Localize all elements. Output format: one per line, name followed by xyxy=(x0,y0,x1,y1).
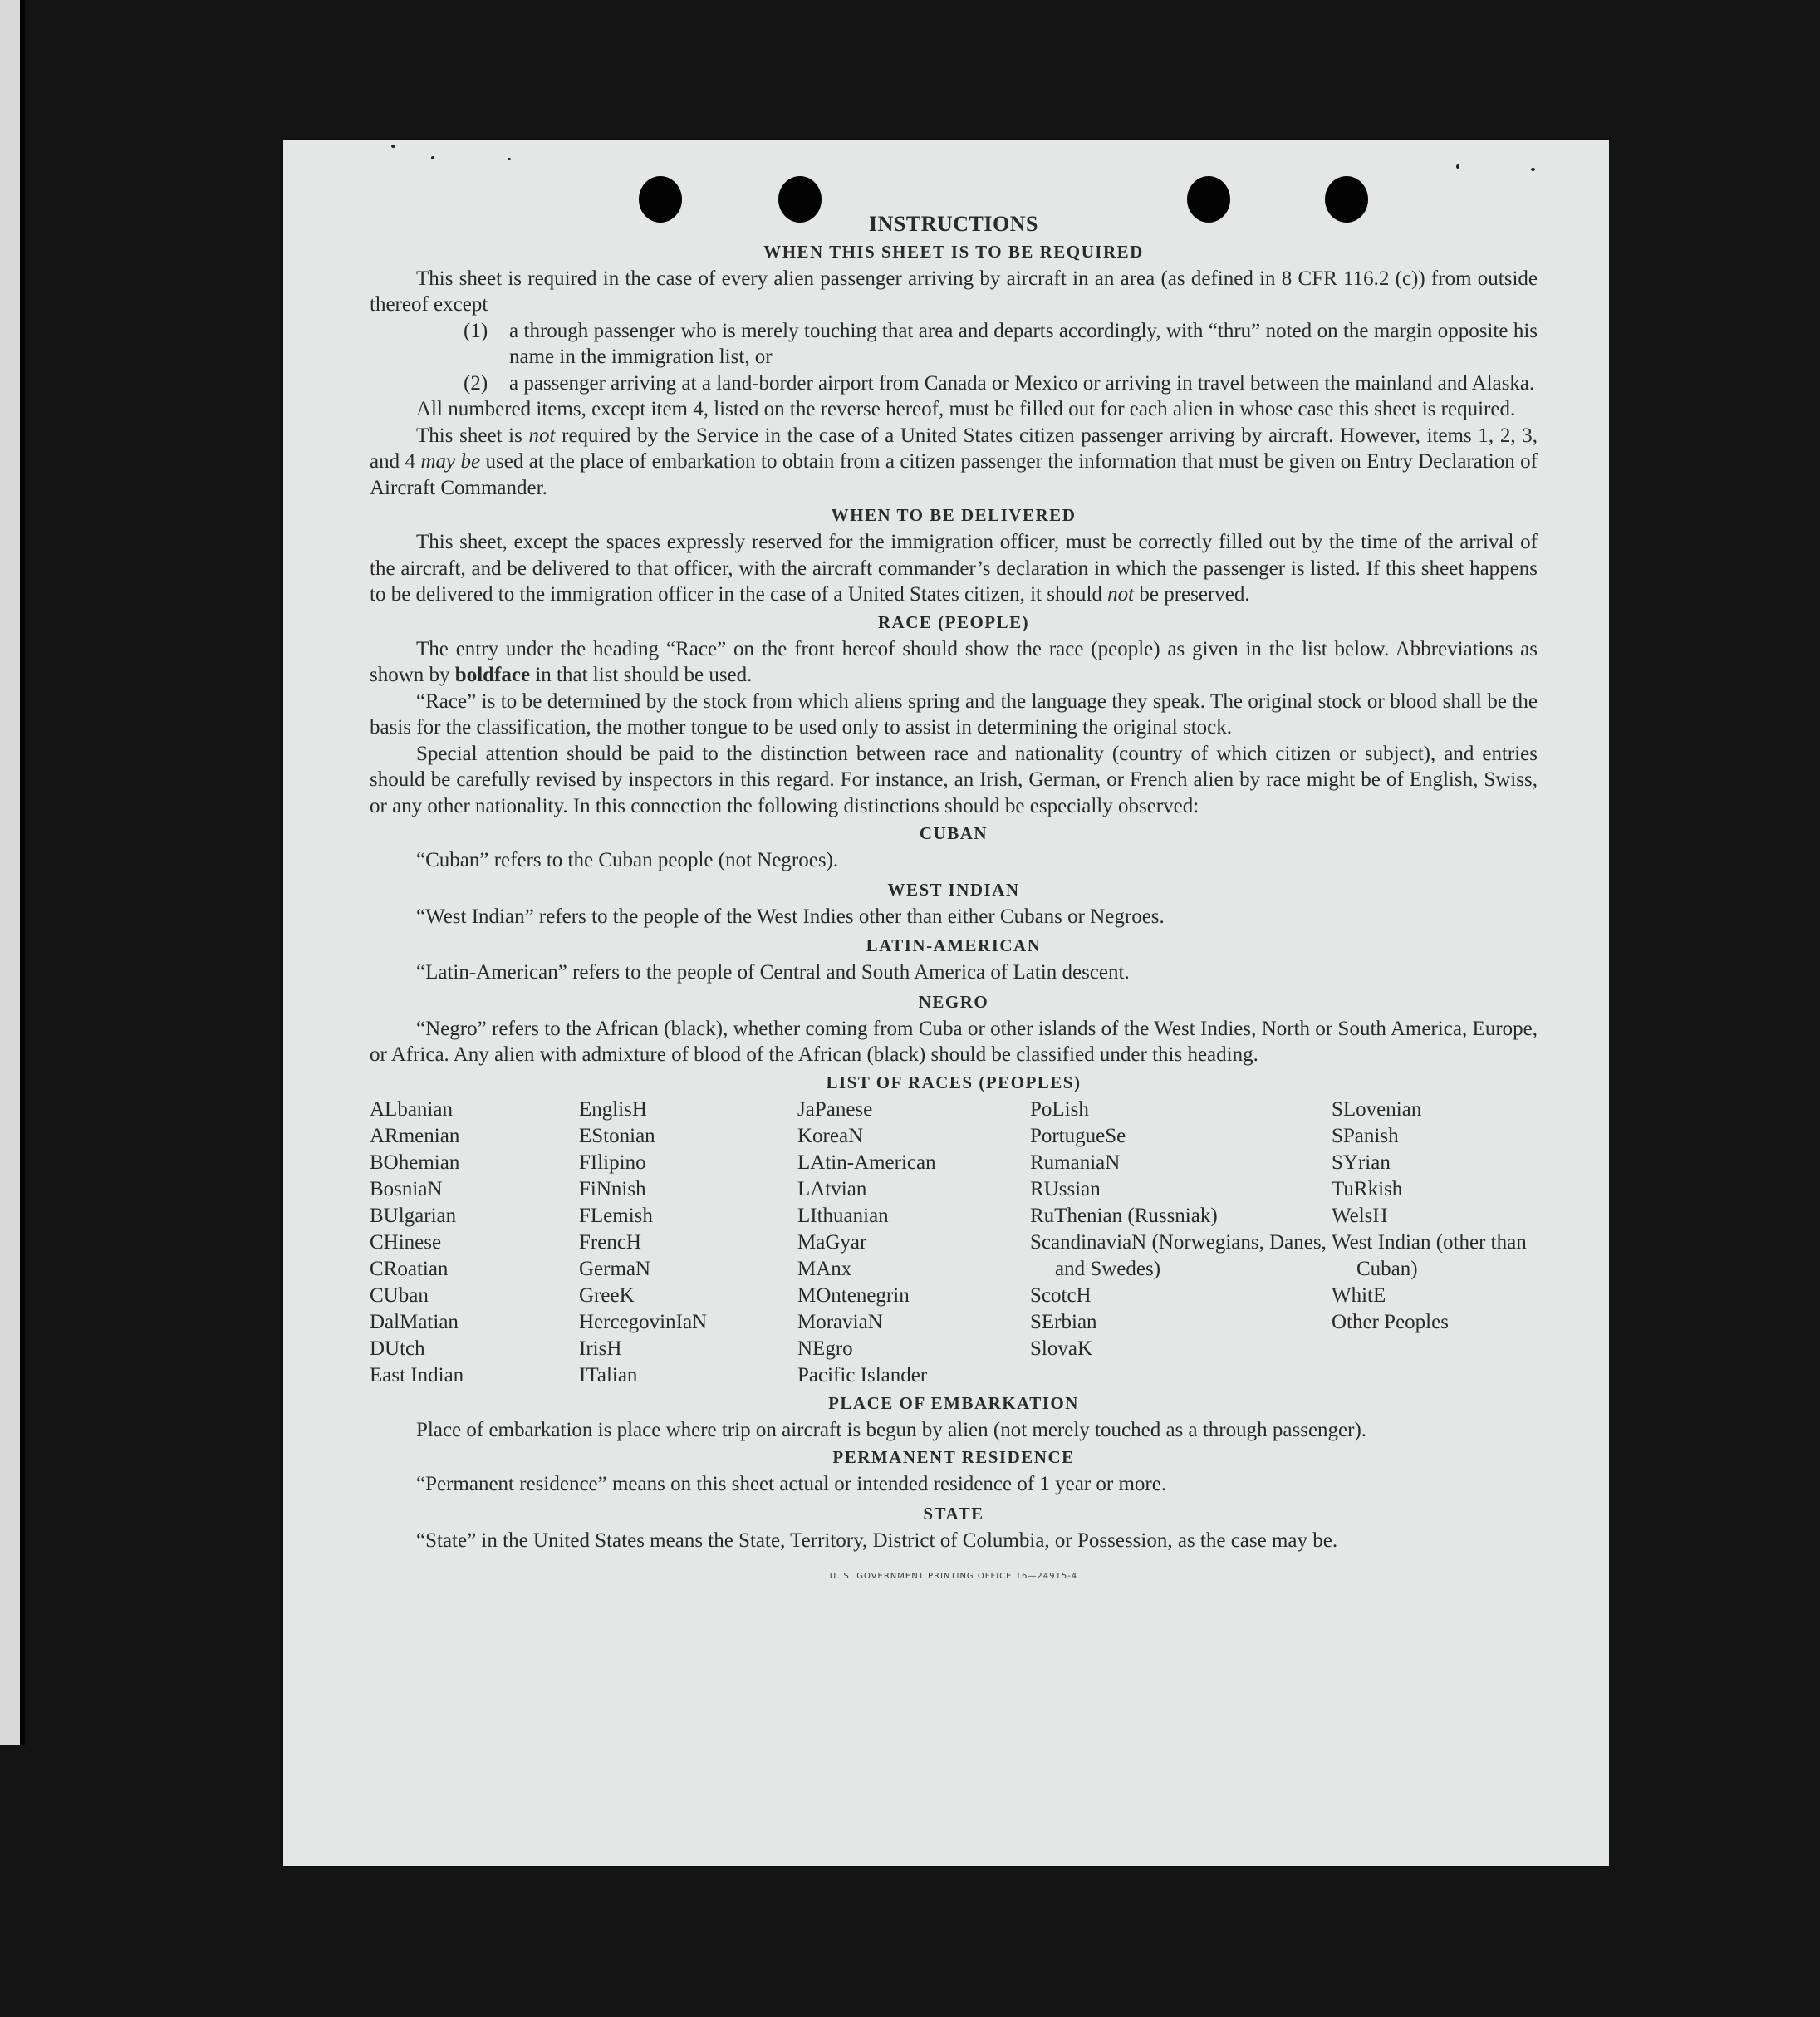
definition: “State” in the United States means the State, Territory, District of Columbia, or Possession, as the case may be. xyxy=(416,1529,1338,1552)
race-entry: TuRkish xyxy=(1332,1177,1403,1200)
document-page xyxy=(283,140,1609,1866)
bold-term: boldface xyxy=(454,664,531,686)
race-entry: CHinese xyxy=(370,1230,442,1254)
race-entry: LAtvian xyxy=(797,1177,867,1200)
heading-latin-american: LATIN-AMERICAN xyxy=(866,935,1042,955)
heading-list-of-races: LIST OF RACES (PEOPLES) xyxy=(826,1072,1082,1092)
race-entry: SErbian xyxy=(1030,1310,1097,1333)
instructions-body xyxy=(370,211,1538,1590)
definition: “Latin-American” refers to the people of Central and South America of Latin descent. xyxy=(416,961,1130,984)
item-text: a passenger arriving at a land-border airport from Canada or Mexico or arriving in travel between the mainland and Alaska. xyxy=(509,371,1535,395)
heading-negro: NEGRO xyxy=(918,991,989,1012)
race-entry: DalMatian xyxy=(370,1310,459,1333)
text-run: in that list should be used. xyxy=(530,664,753,686)
race-entry: SPanish xyxy=(1332,1124,1399,1147)
text-run: used at the place of embarkation to obtain from a citizen passenger the information that must be given on Entry Declaration of Aircraft Commander. xyxy=(370,450,1538,499)
text-run: required by the Service in the case of a United States citizen passenger arriving by aircraft. However, items 1, 2, 3, and 4 xyxy=(370,424,1538,473)
paragraph xyxy=(370,423,1538,502)
races-column xyxy=(1332,1097,1538,1389)
definition: “West Indian” refers to the people of the West Indies other than either Cubans or Negroes. xyxy=(416,905,1165,928)
scan-speck xyxy=(391,145,395,148)
race-entry: West Indian (other than Cuban) xyxy=(1332,1230,1527,1280)
race-entry: MOntenegrin xyxy=(797,1283,910,1307)
race-entry: ARmenian xyxy=(370,1124,460,1147)
paragraph xyxy=(370,529,1538,608)
race-entry: NEgro xyxy=(797,1337,853,1360)
race-entry: JaPanese xyxy=(797,1097,873,1121)
page-title: INSTRUCTIONS xyxy=(869,212,1038,236)
emphasis: not xyxy=(1107,583,1135,606)
races-column xyxy=(797,1097,1030,1389)
race-entry: ScandinaviaN (Norwegians, Danes, and Swedes) xyxy=(1030,1230,1327,1280)
race-entry: Other Peoples xyxy=(1332,1310,1449,1333)
text-run: The entry under the heading “Race” on the front hereof should show the race (people) as given in the list below. Abbreviations as shown by xyxy=(370,637,1538,686)
definition: “Cuban” refers to the Cuban people (not Negroes). xyxy=(416,849,839,871)
item-text: a through passenger who is merely touching that area and departs accordingly, with “thru” noted on the margin opposite his name in the immigration list, or xyxy=(509,319,1538,368)
heading-required: WHEN THIS SHEET IS TO BE REQUIRED xyxy=(763,241,1144,262)
race-entry: East Indian xyxy=(370,1363,464,1386)
item-number: (2) xyxy=(464,371,488,395)
race-entry: GermaN xyxy=(579,1257,651,1280)
heading-state: STATE xyxy=(923,1503,984,1524)
race-entry: LIthuanian xyxy=(797,1204,889,1227)
race-entry: BUlgarian xyxy=(370,1204,457,1227)
heading-permanent-residence: PERMANENT RESIDENCE xyxy=(832,1447,1075,1467)
race-entry: RumaniaN xyxy=(1030,1151,1121,1174)
race-entry: KoreaN xyxy=(797,1124,864,1147)
race-entry: FiNnish xyxy=(579,1177,646,1200)
definition: “Permanent residence” means on this sheet actual or intended residence of 1 year or more. xyxy=(416,1473,1167,1495)
race-entry: FrencH xyxy=(579,1230,641,1254)
race-entry: PortugueSe xyxy=(1030,1124,1126,1147)
definition: “Negro” refers to the African (black), whether coming from Cuba or other islands of the West Indies, North or South America, Europe, or Africa. Any alien with admixture of blood of the African (black) should be classified under this heading. xyxy=(370,1017,1538,1066)
race-entry: WelsH xyxy=(1332,1204,1388,1227)
races-table xyxy=(370,1097,1538,1389)
race-entry: CUban xyxy=(370,1283,429,1307)
race-entry: PoLish xyxy=(1030,1097,1089,1121)
text-run: be preserved. xyxy=(1134,583,1250,606)
race-entry: FLemish xyxy=(579,1204,653,1227)
race-entry: LAtin-American xyxy=(797,1151,936,1174)
scan-speck xyxy=(1456,164,1459,169)
race-entry: BosniaN xyxy=(370,1177,443,1200)
race-entry: MoraviaN xyxy=(797,1310,883,1333)
race-entry: HercegovinIaN xyxy=(579,1310,708,1333)
race-entry: BOhemian xyxy=(370,1151,460,1174)
race-entry: Pacific Islander xyxy=(797,1363,928,1386)
emphasis: not xyxy=(528,424,556,447)
definition: Place of embarkation is place where trip on aircraft is begun by alien (not merely touched as a through passenger). xyxy=(416,1418,1367,1441)
race-entry: RUssian xyxy=(1030,1177,1101,1200)
race-entry: SlovaK xyxy=(1030,1337,1092,1360)
heading-west-indian: WEST INDIAN xyxy=(887,879,1020,900)
heading-cuban: CUBAN xyxy=(919,823,988,843)
film-edge-strip xyxy=(0,0,25,1745)
races-column xyxy=(1030,1097,1332,1389)
race-entry: WhitE xyxy=(1332,1283,1386,1307)
item-number: (1) xyxy=(464,319,488,342)
heading-race: RACE (PEOPLE) xyxy=(877,611,1030,632)
race-entry: MaGyar xyxy=(797,1230,867,1254)
race-entry: ScotcH xyxy=(1030,1283,1092,1307)
race-entry: MAnx xyxy=(797,1257,852,1280)
list-item xyxy=(370,318,1538,371)
race-entry: CRoatian xyxy=(370,1257,449,1280)
race-entry: EStonian xyxy=(579,1124,655,1147)
race-entry: GreeK xyxy=(579,1283,635,1307)
scan-speck xyxy=(431,156,434,159)
race-entry: RuThenian (Russniak) xyxy=(1030,1204,1218,1227)
race-entry: FIlipino xyxy=(579,1151,646,1174)
printer-imprint: U. S. GOVERNMENT PRINTING OFFICE 16—24915-4 xyxy=(829,1572,1078,1581)
paragraph: Special attention should be paid to the distinction between race and nationality (country of which citizen or subject), and entries should be carefully revised by inspectors in this regard. For instance, an Irish, German, or French alien by race might be of English, Swiss, or any other nationality. In this connection the following distinctions should be especially observed: xyxy=(370,742,1538,817)
scan-speck xyxy=(1531,168,1535,171)
race-entry: ALbanian xyxy=(370,1097,453,1121)
paragraph: “Race” is to be determined by the stock from which aliens spring and the language they speak. The original stock or blood shall be the basis for the classification, the mother tongue to be used only to assist in determining the original stock. xyxy=(370,690,1538,739)
race-entry: SLovenian xyxy=(1332,1097,1422,1121)
paragraph: This sheet is required in the case of every alien passenger arriving by aircraft in an area (as defined in 8 CFR 116.2 (c)) from outside thereof except xyxy=(370,267,1538,316)
list-item xyxy=(370,371,1538,397)
heading-embarkation: PLACE OF EMBARKATION xyxy=(828,1392,1079,1413)
heading-delivered: WHEN TO BE DELIVERED xyxy=(831,505,1077,525)
races-column xyxy=(370,1097,579,1389)
paragraph xyxy=(370,636,1538,689)
paragraph: All numbered items, except item 4, listed on the reverse hereof, must be filled out for each alien in whose case this sheet is required. xyxy=(416,398,1516,420)
race-entry: IrisH xyxy=(579,1337,622,1360)
emphasis: may be xyxy=(420,450,481,473)
scan-speck xyxy=(508,158,511,160)
text-run: This sheet, except the spaces expressly reserved for the immigration officer, must be correctly filled out by the time of the arrival of the aircraft, and be delivered to that officer, with the aircraft commander’s declaration in which the passenger is listed. If this sheet happens to be delivered to the immigration officer in the case of a United States citizen, it should xyxy=(370,531,1538,606)
races-column xyxy=(579,1097,797,1389)
race-entry: ITalian xyxy=(579,1363,638,1386)
race-entry: EnglisH xyxy=(579,1097,647,1121)
text-run: This sheet is xyxy=(416,424,529,447)
race-entry: DUtch xyxy=(370,1337,425,1360)
race-entry: SYrian xyxy=(1332,1151,1391,1174)
